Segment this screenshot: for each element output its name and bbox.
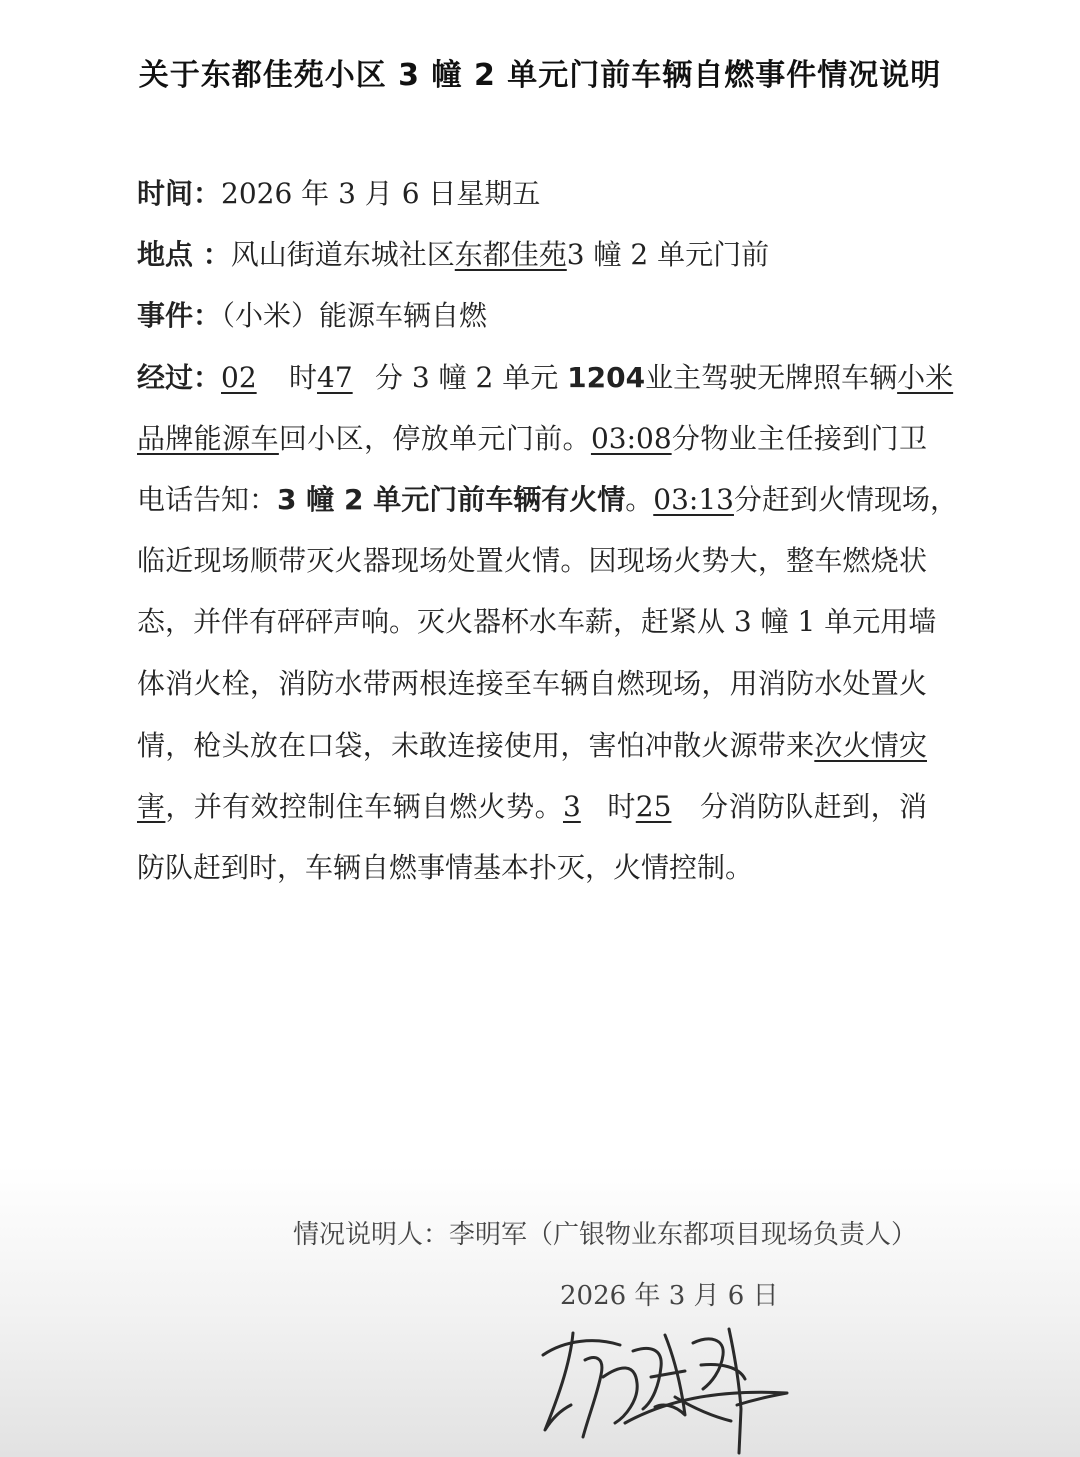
process-brand-2: 品牌能源车 — [137, 422, 279, 455]
process-hour-unit-1: 时 — [289, 361, 318, 394]
process-tail-8: 分消防队赶到，消 — [699, 790, 927, 823]
process-line-5: 态，并伴有砰砰声响。灭火器杯水车薪，赶紧从 3 幢 1 单元用墙 — [137, 605, 937, 638]
process-fire-report: 3 幢 2 单元门前车辆有火情 — [277, 483, 626, 516]
process-line-9: 防队赶到时，车辆自燃事情基本扑灭，火情控制。 — [137, 851, 754, 884]
event-value: （小米）能源车辆自燃 — [221, 299, 488, 332]
handwritten-signature-icon — [525, 1305, 825, 1455]
document-title: 关于东都佳苑小区 3 幢 2 单元门前车辆自燃事件情况说明 — [138, 58, 942, 93]
process-hour-1: 02 — [221, 361, 257, 394]
process-line-3 — [137, 482, 958, 518]
process-hour-8: 3 — [562, 790, 581, 823]
process-time-2: 03:08 — [590, 422, 672, 455]
process-text-7: 情，枪头放在口袋，未敢连接使用，害怕冲散火源带来 — [137, 729, 815, 762]
place-suffix: 3 幢 2 单元门前 — [566, 238, 770, 271]
time-value: 2026 年 3 月 6 日星期五 — [221, 177, 541, 210]
process-brand-1: 小米 — [897, 361, 954, 394]
process-line-1 — [137, 360, 954, 396]
process-tail-3: 分赶到火情现场， — [733, 483, 958, 516]
process-line-6: 体消火栓，消防水带两根连接至车辆自燃现场，用消防水处置火 — [137, 667, 927, 700]
event-line — [137, 298, 487, 334]
time-line — [137, 176, 540, 212]
process-label: 经过： — [137, 361, 222, 394]
place-label: 地点 ： — [137, 238, 231, 271]
process-line-7 — [137, 728, 927, 764]
process-minute-1: 47 — [317, 361, 353, 394]
process-text-8: ，并有效控制住车辆自燃火势。 — [165, 790, 563, 823]
process-sep-3: 。 — [625, 483, 654, 516]
process-underlined-8: 害 — [137, 790, 166, 823]
process-underlined-7: 次火情灾 — [814, 729, 927, 762]
event-label: 事件： — [137, 299, 222, 332]
process-minute-8: 25 — [635, 790, 672, 823]
process-hour-unit-8: 时 — [606, 790, 636, 823]
place-community: 东都佳苑 — [454, 238, 567, 271]
process-room: 1204 — [567, 361, 646, 394]
place-prefix: 风山街道东城社区 — [230, 238, 455, 271]
process-minute-unit-1: 分 3 幢 2 单元 — [375, 361, 559, 394]
process-line-4: 临近现场顺带灭火器现场处置火情。因现场火势大，整车燃烧状 — [137, 544, 927, 577]
process-tail-2: 分物业主任接到门卫 — [671, 422, 927, 455]
document-date: 2026 年 3 月 6 日 — [560, 1281, 779, 1311]
process-text-1: 业主驾驶无牌照车辆 — [645, 361, 898, 394]
place-line — [137, 237, 769, 273]
process-line-2 — [137, 421, 927, 457]
process-text-2: 回小区，停放单元门前。 — [278, 422, 591, 455]
time-label: 时间： — [137, 177, 222, 210]
reporter-line: 情况说明人：李明军（广银物业东都项目现场负责人） — [293, 1220, 918, 1250]
process-time-3: 03:13 — [653, 483, 734, 516]
process-text-3: 电话告知： — [137, 483, 278, 516]
process-line-8 — [137, 789, 927, 825]
